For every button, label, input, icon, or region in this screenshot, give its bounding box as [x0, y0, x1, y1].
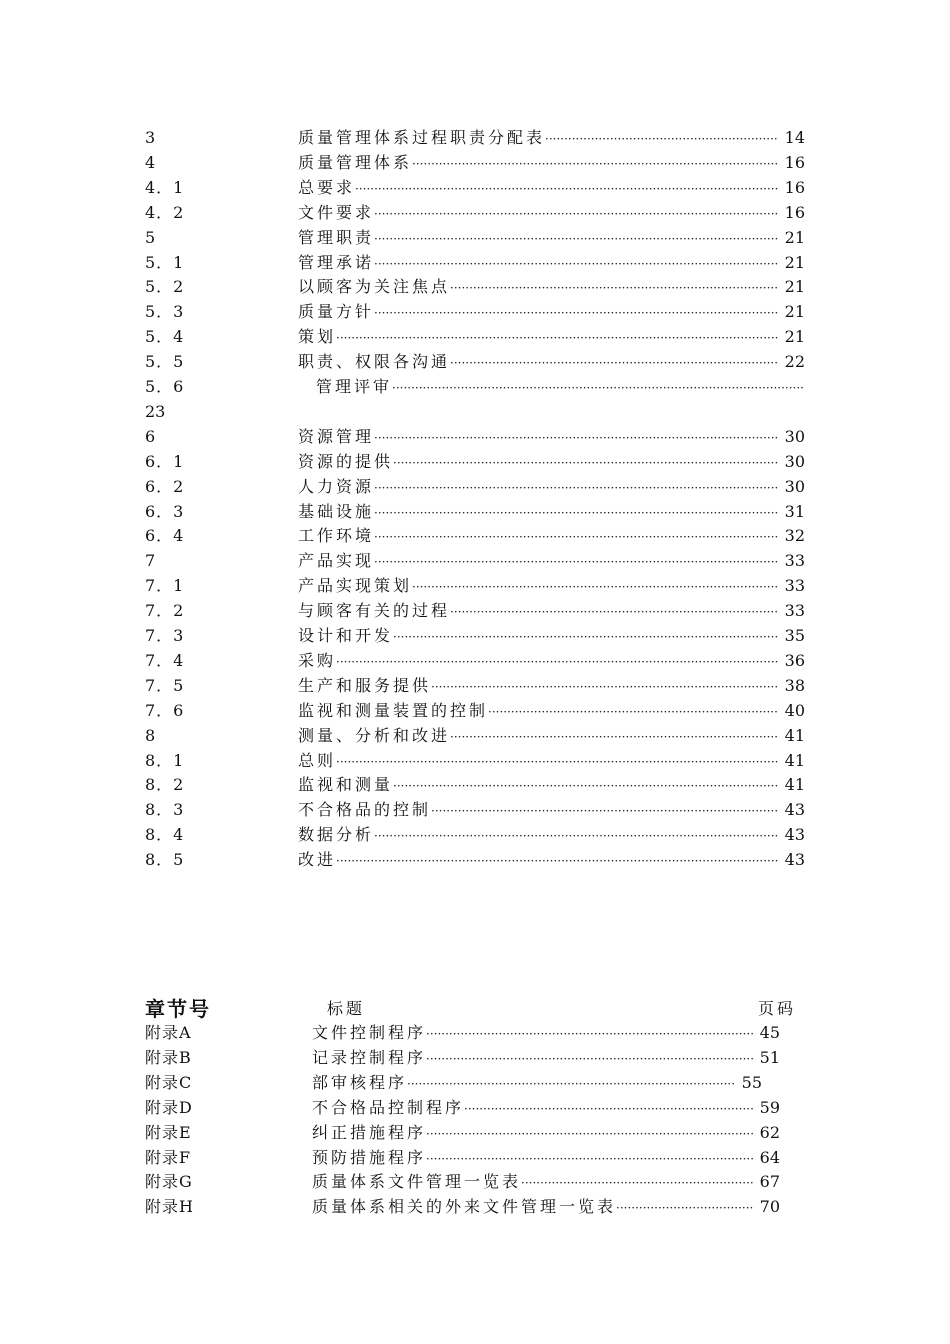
dot-leader: [374, 202, 779, 227]
toc-entry[interactable]: [298, 847, 805, 874]
toc-row: [0, 748, 950, 773]
toc-row: [0, 424, 950, 449]
toc-entry[interactable]: [298, 623, 805, 650]
toc-title: 总要求: [298, 177, 356, 197]
toc-entry[interactable]: [298, 200, 805, 227]
toc-row: [0, 449, 950, 474]
toc-section-number: 5: [145, 227, 157, 247]
toc-row: [0, 847, 950, 872]
toc-title: 预防措施程序: [312, 1147, 427, 1167]
toc-page-number: 40: [784, 700, 805, 720]
toc-row: [0, 349, 950, 374]
dot-leader: [426, 1047, 754, 1072]
toc-entry[interactable]: [298, 324, 805, 351]
toc-row: [0, 250, 950, 275]
toc-page-number: 41: [784, 750, 805, 770]
toc-title: 与顾客有关的过程: [298, 601, 451, 621]
toc-page-number: 41: [784, 725, 805, 745]
toc-row: [0, 150, 950, 175]
dot-leader: [336, 650, 779, 675]
toc-row: [0, 499, 950, 524]
toc-title: 文件要求: [298, 202, 375, 222]
toc-title: 不合格品的控制: [298, 800, 432, 820]
toc-entry[interactable]: [298, 748, 805, 775]
toc-page-number: 32: [784, 526, 805, 546]
toc-page-number: 33: [784, 576, 805, 596]
toc-section-number: 7．3: [145, 626, 185, 645]
toc-row: [0, 548, 950, 573]
toc-row: [0, 299, 950, 324]
toc-row: [0, 175, 950, 200]
toc-page-number: 21: [784, 252, 805, 272]
toc-row: [0, 1169, 950, 1194]
dot-leader: [426, 1147, 754, 1172]
toc-entry[interactable]: [298, 150, 805, 177]
toc-page-number: 38: [784, 675, 805, 695]
appendix-header-page: 页码: [758, 999, 797, 1018]
toc-section-number: 8．4: [145, 825, 185, 845]
toc-page-number: 33: [784, 551, 805, 571]
toc-section-number: 附录F: [145, 1147, 192, 1167]
toc-entry[interactable]: [298, 374, 805, 401]
dot-leader: [431, 799, 779, 824]
toc-page-number: 41: [784, 775, 805, 795]
toc-title: 改进: [298, 850, 337, 870]
toc-row: [0, 673, 950, 698]
appendix-header-chapter: 章节号: [145, 997, 211, 1021]
toc-title: 管理承诺: [298, 252, 375, 272]
dot-leader: [393, 451, 779, 476]
toc-title: 设计和开发: [298, 626, 394, 645]
toc-section-number: 6: [145, 426, 157, 446]
toc-entry[interactable]: [298, 523, 805, 550]
toc-section-number: 附录G: [145, 1172, 193, 1192]
toc-title: 监视和测量装置的控制: [298, 700, 489, 720]
toc-page-number: 51: [759, 1047, 780, 1067]
toc-title: 生产和服务提供: [298, 675, 432, 695]
toc-row: [0, 125, 950, 150]
toc-title: 质量管理体系: [298, 152, 413, 172]
toc-title: 记录控制程序: [312, 1047, 427, 1067]
dot-leader: [412, 575, 779, 600]
toc-row: [0, 1070, 950, 1095]
toc-section-number: 7．4: [145, 650, 185, 670]
toc-row: [0, 474, 950, 499]
toc-row: [0, 225, 950, 250]
toc-section-number: 附录E: [145, 1122, 192, 1142]
toc-entry[interactable]: [298, 723, 805, 750]
toc-title: 基础设施: [298, 501, 375, 521]
toc-title: 测量、分析和改进: [298, 725, 451, 745]
dot-leader: [336, 750, 779, 775]
toc-row: [0, 698, 950, 723]
dot-leader: [407, 1072, 736, 1097]
toc-entry[interactable]: [312, 1070, 762, 1097]
toc-section-number: 8．5: [145, 850, 185, 870]
toc-title: 人力资源: [298, 476, 375, 496]
dot-leader: [374, 476, 779, 501]
toc-row: [0, 797, 950, 822]
toc-page-number: 30: [784, 426, 805, 446]
toc-page-number: 21: [784, 327, 805, 347]
toc-row: [0, 723, 950, 748]
toc-title: 质量方针: [298, 302, 375, 322]
toc-page-number: 16: [784, 202, 805, 222]
toc-entry[interactable]: [312, 1145, 780, 1172]
toc-section-number: 7．6: [145, 700, 185, 720]
toc-title: 质量管理体系过程职责分配表: [298, 128, 546, 147]
dot-leader: [393, 625, 779, 650]
toc-title: 管理评审: [316, 377, 393, 396]
toc-title: 产品实现: [298, 551, 375, 571]
toc-page-number: 16: [784, 177, 805, 197]
toc-title: 质量体系相关的外来文件管理一览表: [312, 1197, 617, 1217]
toc-section-number: 6．1: [145, 451, 185, 471]
dot-leader: [450, 725, 779, 750]
toc-row: [0, 1194, 950, 1219]
toc-section-number: 8: [145, 725, 157, 745]
dot-leader: [616, 1196, 754, 1221]
toc-title: 部审核程序: [312, 1072, 408, 1092]
toc-entry[interactable]: [312, 1120, 780, 1147]
toc-entry[interactable]: [298, 648, 805, 675]
dot-leader: [393, 774, 779, 799]
toc-page-number: 43: [784, 800, 805, 820]
toc-entry[interactable]: [298, 125, 805, 152]
toc-title: 质量体系文件管理一览表: [312, 1172, 522, 1192]
toc-entry[interactable]: [298, 349, 805, 376]
dot-leader: [374, 501, 779, 526]
dot-leader: [336, 326, 779, 351]
toc-page-number: 21: [784, 227, 805, 247]
toc-entry[interactable]: [312, 1095, 780, 1122]
dot-leader: [392, 376, 805, 401]
toc-section-number: 4: [145, 152, 157, 172]
toc-title: 策划: [298, 327, 337, 347]
toc-entry[interactable]: [298, 673, 805, 700]
dot-leader: [426, 1122, 754, 1147]
toc-section-number: 附录H: [145, 1197, 194, 1217]
toc-entry[interactable]: [298, 698, 805, 725]
dot-leader: [374, 227, 779, 252]
toc-section-number: 7．1: [145, 576, 185, 596]
dot-leader: [374, 426, 779, 451]
toc-row: [0, 573, 950, 598]
toc-title: 资源的提供: [298, 451, 394, 471]
dot-leader: [374, 525, 779, 550]
toc-row: [0, 1145, 950, 1170]
toc-title: 数据分析: [298, 825, 375, 845]
toc-section-number: 8．2: [145, 775, 185, 795]
toc-title: 资源管理: [298, 426, 375, 446]
toc-entry[interactable]: [298, 573, 805, 600]
toc-row: [0, 1120, 950, 1145]
toc-title: 采购: [298, 650, 337, 670]
dot-leader: [426, 1022, 754, 1047]
toc-page-number: 14: [784, 128, 805, 147]
toc-page-number: 43: [784, 850, 805, 870]
toc-page-number-wrapped: 23: [145, 401, 166, 421]
toc-section-number: 6．3: [145, 501, 185, 521]
dot-leader: [450, 276, 779, 301]
dot-leader: [521, 1171, 754, 1196]
toc-row: [0, 1095, 950, 1120]
toc-entry[interactable]: [312, 1045, 780, 1072]
toc-entry[interactable]: [298, 250, 805, 277]
dot-leader: [336, 849, 779, 874]
toc-section-number: 附录D: [145, 1097, 193, 1117]
toc-section-number: 6．2: [145, 476, 185, 496]
toc-section-number: 7: [145, 551, 157, 571]
toc-title: 不合格品控制程序: [312, 1097, 465, 1117]
toc-page-number: 22: [784, 352, 805, 372]
toc-entry[interactable]: [312, 1169, 780, 1196]
toc-section-number: 7．5: [145, 675, 185, 695]
toc-entry[interactable]: [298, 772, 805, 799]
toc-section-number: 附录B: [145, 1047, 192, 1067]
toc-section-number: 3: [145, 128, 157, 147]
dot-leader: [374, 550, 779, 575]
toc-entry[interactable]: [298, 449, 805, 476]
toc-page-number: 33: [784, 601, 805, 621]
toc-section-number: 5．1: [145, 252, 185, 272]
toc-entry[interactable]: [298, 499, 805, 526]
toc-page-number: 70: [759, 1197, 780, 1217]
toc-page-number: 43: [784, 825, 805, 845]
toc-row: [0, 772, 950, 797]
toc-page-number: 31: [784, 501, 805, 521]
dot-leader: [450, 600, 779, 625]
toc-section-number: 5．3: [145, 302, 185, 322]
dot-leader: [355, 177, 779, 202]
appendix-header-title: 标题: [327, 999, 366, 1018]
toc-page-number: 35: [784, 626, 805, 645]
toc-page-number: 36: [784, 650, 805, 670]
toc-row: [0, 324, 950, 349]
toc-entry[interactable]: [298, 274, 805, 301]
toc-page-number: 30: [784, 451, 805, 471]
toc-section-number: 4．1: [145, 177, 185, 197]
toc-section-number: 5．6: [145, 377, 185, 396]
toc-entry[interactable]: [298, 299, 805, 326]
dot-leader: [450, 351, 779, 376]
toc-entry[interactable]: [312, 1194, 780, 1221]
toc-section-number: 附录C: [145, 1072, 193, 1092]
toc-page-number: 21: [784, 302, 805, 322]
toc-row: [0, 1045, 950, 1070]
toc-page-number: 55: [741, 1072, 762, 1092]
toc-row: [0, 200, 950, 225]
toc-section-number: 附录A: [145, 1023, 192, 1042]
toc-section-number: 4．2: [145, 202, 185, 222]
dot-leader: [431, 675, 779, 700]
toc-entry[interactable]: [312, 1020, 780, 1047]
toc-row: [0, 523, 950, 548]
toc-title: 产品实现策划: [298, 576, 413, 596]
toc-page-number: 59: [759, 1097, 780, 1117]
toc-section-number: 5．5: [145, 352, 185, 372]
toc-title: 文件控制程序: [312, 1023, 427, 1042]
toc-page-number: 64: [759, 1147, 780, 1167]
toc-page-number: 30: [784, 476, 805, 496]
toc-title: 以顾客为关注焦点: [298, 277, 451, 297]
toc-entry[interactable]: [298, 797, 805, 824]
dot-leader: [545, 127, 779, 152]
dot-leader: [374, 252, 779, 277]
toc-page-number: 16: [784, 152, 805, 172]
toc-title: 总则: [298, 750, 337, 770]
toc-page-number: 21: [784, 277, 805, 297]
toc-entry[interactable]: [298, 598, 805, 625]
toc-entry[interactable]: [298, 548, 805, 575]
toc-entry[interactable]: [298, 175, 805, 202]
toc-section-number: 5．2: [145, 277, 185, 297]
toc-section-number: 5．4: [145, 327, 185, 347]
toc-section-number: 8．1: [145, 750, 185, 770]
dot-leader: [464, 1097, 754, 1122]
toc-section-number: 6．4: [145, 526, 185, 546]
toc-entry[interactable]: [298, 474, 805, 501]
dot-leader: [374, 301, 779, 326]
dot-leader: [374, 824, 779, 849]
toc-row: [0, 623, 950, 648]
toc-title: 管理职责: [298, 227, 375, 247]
toc-entry[interactable]: [298, 225, 805, 252]
toc-page-number: 45: [759, 1023, 780, 1042]
toc-row: [0, 648, 950, 673]
toc-title: 职责、权限各沟通: [298, 352, 451, 372]
toc-title: 监视和测量: [298, 775, 394, 795]
toc-row: [0, 822, 950, 847]
toc-page-number: 62: [759, 1122, 780, 1142]
toc-page-number: 67: [759, 1172, 780, 1192]
toc-row: [0, 598, 950, 623]
toc-entry[interactable]: [298, 424, 805, 451]
toc-section-number: 8．3: [145, 800, 185, 820]
toc-title: 工作环境: [298, 526, 375, 546]
toc-section-number: 7．2: [145, 601, 185, 621]
toc-row: [0, 274, 950, 299]
toc-row: [0, 1020, 950, 1045]
dot-leader: [488, 700, 779, 725]
toc-title: 纠正措施程序: [312, 1122, 427, 1142]
toc-entry[interactable]: [298, 822, 805, 849]
toc-row: [0, 374, 950, 399]
dot-leader: [412, 152, 779, 177]
